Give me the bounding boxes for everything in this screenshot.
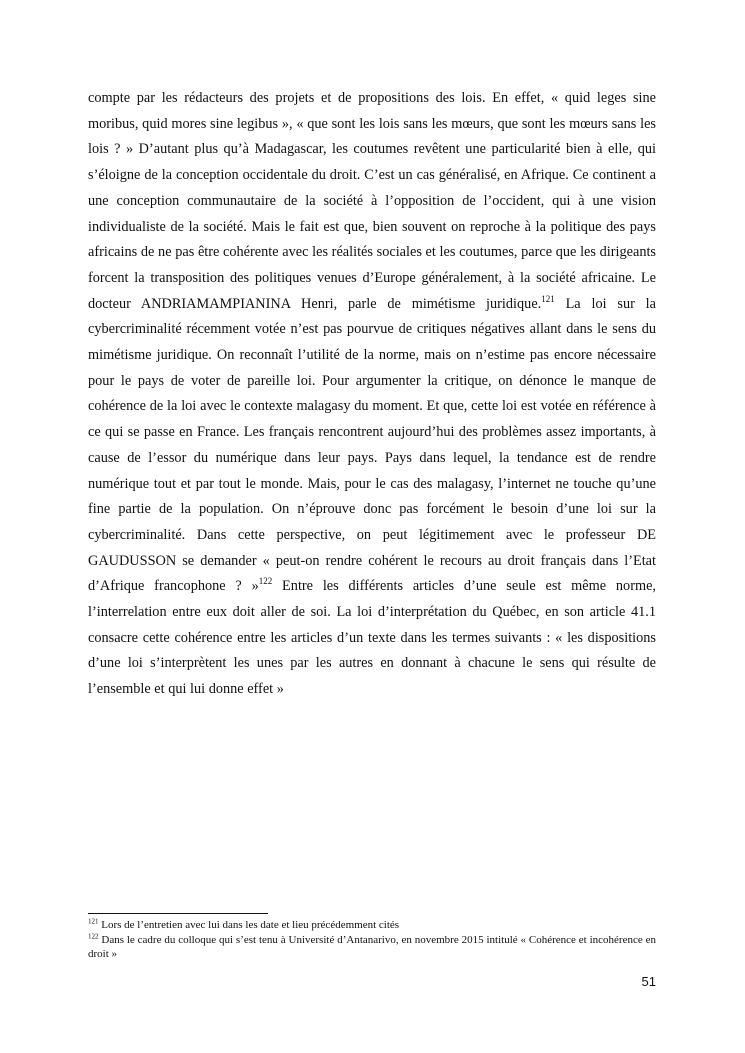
body-text-part-2: La loi sur la cybercriminalité récemment votée n’est pas pourvue de critiques négatives allant dans le sens du mimétisme juridique. On reconnaît l’utilité de la norme, mais on n’estime pas encore nécessaire pour le pays de voter de pareille loi. Pour argumenter la critique, on dénonce le manque de cohérence de la loi avec le contexte malagasy du moment. Et que, cette loi est votée en référence à ce qui se passe en France. Les français rencontrent aujourd’hui des problèmes assez importants, à cause de l’essor du numérique dans leur pays. Pays dans lequel, la tendance est de rendre numérique tout et par tout le monde. Mais, pour le cas des malagasy, l’internet ne touche qu’une fine partie de la population. On n’éprouve donc pas forcément le besoin d’une loi sur la cybercriminalité. Dans cette perspective, on peut légitimement avec le professeur DE GAUDUSSON se demander « peut-on rendre cohérent le recours au droit français dans l’Etat d’Afrique francophone ? » — [88, 295, 656, 595]
body-paragraph — [88, 86, 656, 703]
footnote-text: Lors de l’entretien avec lui dans les date et lieu précédemment cités — [98, 919, 400, 931]
footnote-separator — [88, 913, 268, 914]
footnote-ref-122[interactable]: 122 — [258, 576, 273, 587]
footnote-number: 122 — [88, 931, 99, 940]
footnote-number: 121 — [88, 917, 99, 926]
body-text-part-1: compte par les rédacteurs des projets et de propositions des lois. En effet, « quid leges sine moribus, quid mores sine legibus », « que sont les lois sans les mœurs, que sont les mœurs sans les lois ? » D’autant plus qu’à Madagascar, les coutumes revêtent une particularité bien à elle, qui s’éloigne de la conception occidentale du droit. C’est un cas généralisé, en Afrique. Ce continent a une conception communautaire de la société à l’opposition de l’occident, qui à une vision individualiste de la société. Mais le fait est que, bien souvent on reproche à la politique des pays africains de ne pas être cohérente avec les réalités sociales et les coutumes, parce que les dirigeants forcent la transposition des politiques venues d’Europe généralement, à la société africaine. Le docteur ANDRIAMAMPIANINA Henri, parle de mimétisme juridique. — [88, 90, 656, 312]
footnote-122 — [88, 933, 656, 962]
footnotes — [88, 918, 656, 962]
footnote-text: Dans le cadre du colloque qui s’est tenu à Université d’Antanarivo, en novembre 2015 intitulé « Cohérence et incohérence en droit » — [88, 933, 656, 960]
page-number: 51 — [641, 974, 656, 989]
footnote-121 — [88, 918, 656, 933]
body-text-part-3: Entre les différents articles d’une seule est même norme, l’interrelation entre eux doit aller de soi. La loi d’interprétation du Québec, en son article 41.1 consacre cette cohérence entre les articles d’un texte dans les termes suivants : « les dispositions d’une loi s’interprètent les unes par les autres en donnant à chacune le sens qui résulte de l’ensemble et qui lui donne effet » — [88, 578, 656, 698]
footnote-ref-121[interactable]: 121 — [541, 293, 555, 304]
